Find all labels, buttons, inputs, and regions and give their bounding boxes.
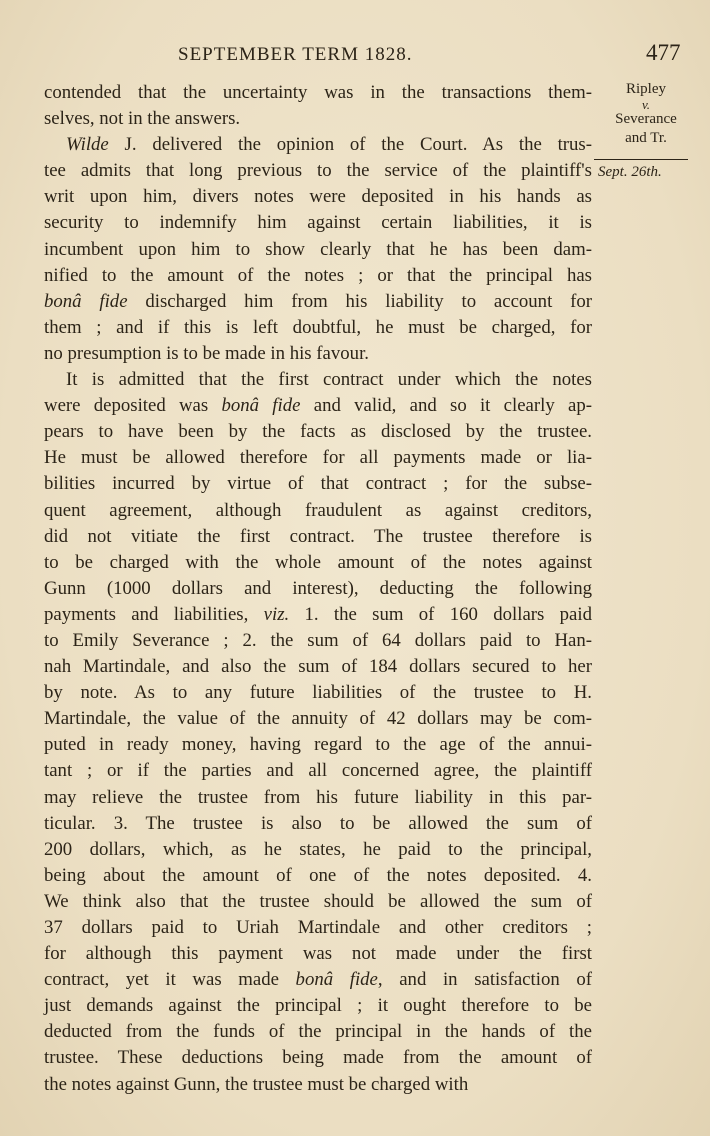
text-line: quent agreement, although fraudulent as against creditors,	[44, 499, 592, 521]
text-line: to Emily Severance ; 2. the sum of 64 dollars paid to Han-	[44, 629, 592, 651]
margin-note-party2: Severance	[615, 111, 677, 127]
text-line: puted in ready money, having regard to the age of the annui-	[44, 734, 592, 756]
body-text	[44, 80, 592, 1098]
text-line: deducted from the funds of the principal in the hands of the	[44, 1021, 592, 1043]
text-line: contended that the uncertainty was in the transactions them-	[44, 82, 592, 103]
text-line	[44, 289, 592, 315]
text-line: tant ; or if the parties and all concerned agree, the plaintiff	[44, 760, 592, 782]
text-line: by note. As to any future liabilities of the trustee to H.	[44, 682, 592, 704]
margin-note-versus: v.	[641, 97, 651, 112]
text-line: tee admits that long previous to the service of the plaintiff's	[44, 160, 592, 182]
margin-note	[596, 80, 696, 148]
text-segment: contract, yet it was made	[44, 969, 296, 991]
italic-term: bonâ fide	[221, 395, 301, 417]
text-line: selves, not in the answers.	[44, 108, 241, 130]
text-line: them ; and if this is left doubtful, he must be charged, for	[44, 316, 592, 338]
text-line: just demands against the principal ; it ought therefore to be	[44, 995, 592, 1017]
text-line	[44, 967, 592, 993]
text-line: 37 dollars paid to Uriah Martindale and other creditors ;	[44, 917, 592, 938]
text-line: He must be allowed therefore for all payments made or lia-	[44, 447, 592, 469]
italic-term: bonâ fide	[295, 969, 378, 991]
text-line	[44, 132, 592, 158]
text-line: We think also that the trustee should be allowed the sum of	[44, 890, 592, 912]
text-line: for although this payment was not made under the first	[44, 943, 592, 965]
text-segment: payments and liabilities,	[44, 603, 264, 625]
italic-term: Wilde	[66, 134, 109, 156]
margin-note-rule	[594, 159, 688, 160]
text-line: pears to have been by the facts as disclosed by the trustee.	[44, 421, 592, 443]
text-line: security to indemnify him against certain liabilities, it is	[44, 212, 592, 234]
text-line: nah Martindale, and also the sum of 184 dollars secured to her	[44, 656, 592, 678]
page-header	[0, 38, 710, 68]
text-line: bilities incurred by virtue of that contract ; for the subse-	[44, 473, 592, 495]
text-segment: 1. the sum of 160 dollars paid	[289, 603, 592, 625]
text-line: to be charged with the whole amount of the notes against	[44, 551, 592, 573]
text-line: may relieve the trustee from his future liability in this par-	[44, 786, 592, 808]
running-head: SEPTEMBER TERM 1828.	[178, 44, 413, 65]
margin-note-date: Sept. 26th.	[598, 164, 662, 180]
text-line: It is admitted that the first contract under which the notes	[66, 369, 592, 391]
text-line: trustee. These deductions being made from the amount of	[44, 1047, 592, 1069]
italic-term: viz.	[263, 603, 290, 625]
text-segment: discharged him from his liability to account for	[127, 290, 592, 312]
italic-term: bonâ fide	[44, 290, 128, 312]
text-line: nified to the amount of the notes ; or that the principal has	[44, 264, 592, 286]
text-line: 200 dollars, which, as he states, he paid to the principal,	[44, 838, 592, 860]
text-line: being about the amount of one of the notes deposited. 4.	[44, 864, 592, 886]
text-line: did not vitiate the first contract. The trustee therefore is	[44, 525, 592, 547]
text-segment: J. delivered the opinion of the Court. As the trus-	[108, 134, 592, 156]
text-segment: , and in satisfaction of	[377, 969, 592, 991]
margin-note-party1: Ripley	[626, 81, 666, 97]
text-line: the notes against Gunn, the trustee must be charged with	[44, 1073, 469, 1095]
text-line: incumbent upon him to show clearly that he has been dam-	[44, 238, 592, 260]
text-line: Martindale, the value of the annuity of 42 dollars may be com-	[44, 708, 592, 730]
text-line: writ upon him, divers notes were deposited in his hands as	[44, 186, 592, 208]
text-line	[44, 393, 592, 419]
text-segment: and valid, and so it clearly ap-	[300, 395, 593, 417]
text-line	[44, 602, 592, 628]
text-line: ticular. 3. The trustee is also to be allowed the sum of	[44, 812, 592, 834]
text-line: Gunn (1000 dollars and interest), deducting the following	[44, 577, 592, 599]
page-number: 477	[646, 40, 681, 65]
text-line: no presumption is to be made in his favour.	[44, 342, 369, 364]
text-segment: were deposited was	[44, 395, 222, 417]
margin-note-party3: and Tr.	[625, 130, 667, 146]
